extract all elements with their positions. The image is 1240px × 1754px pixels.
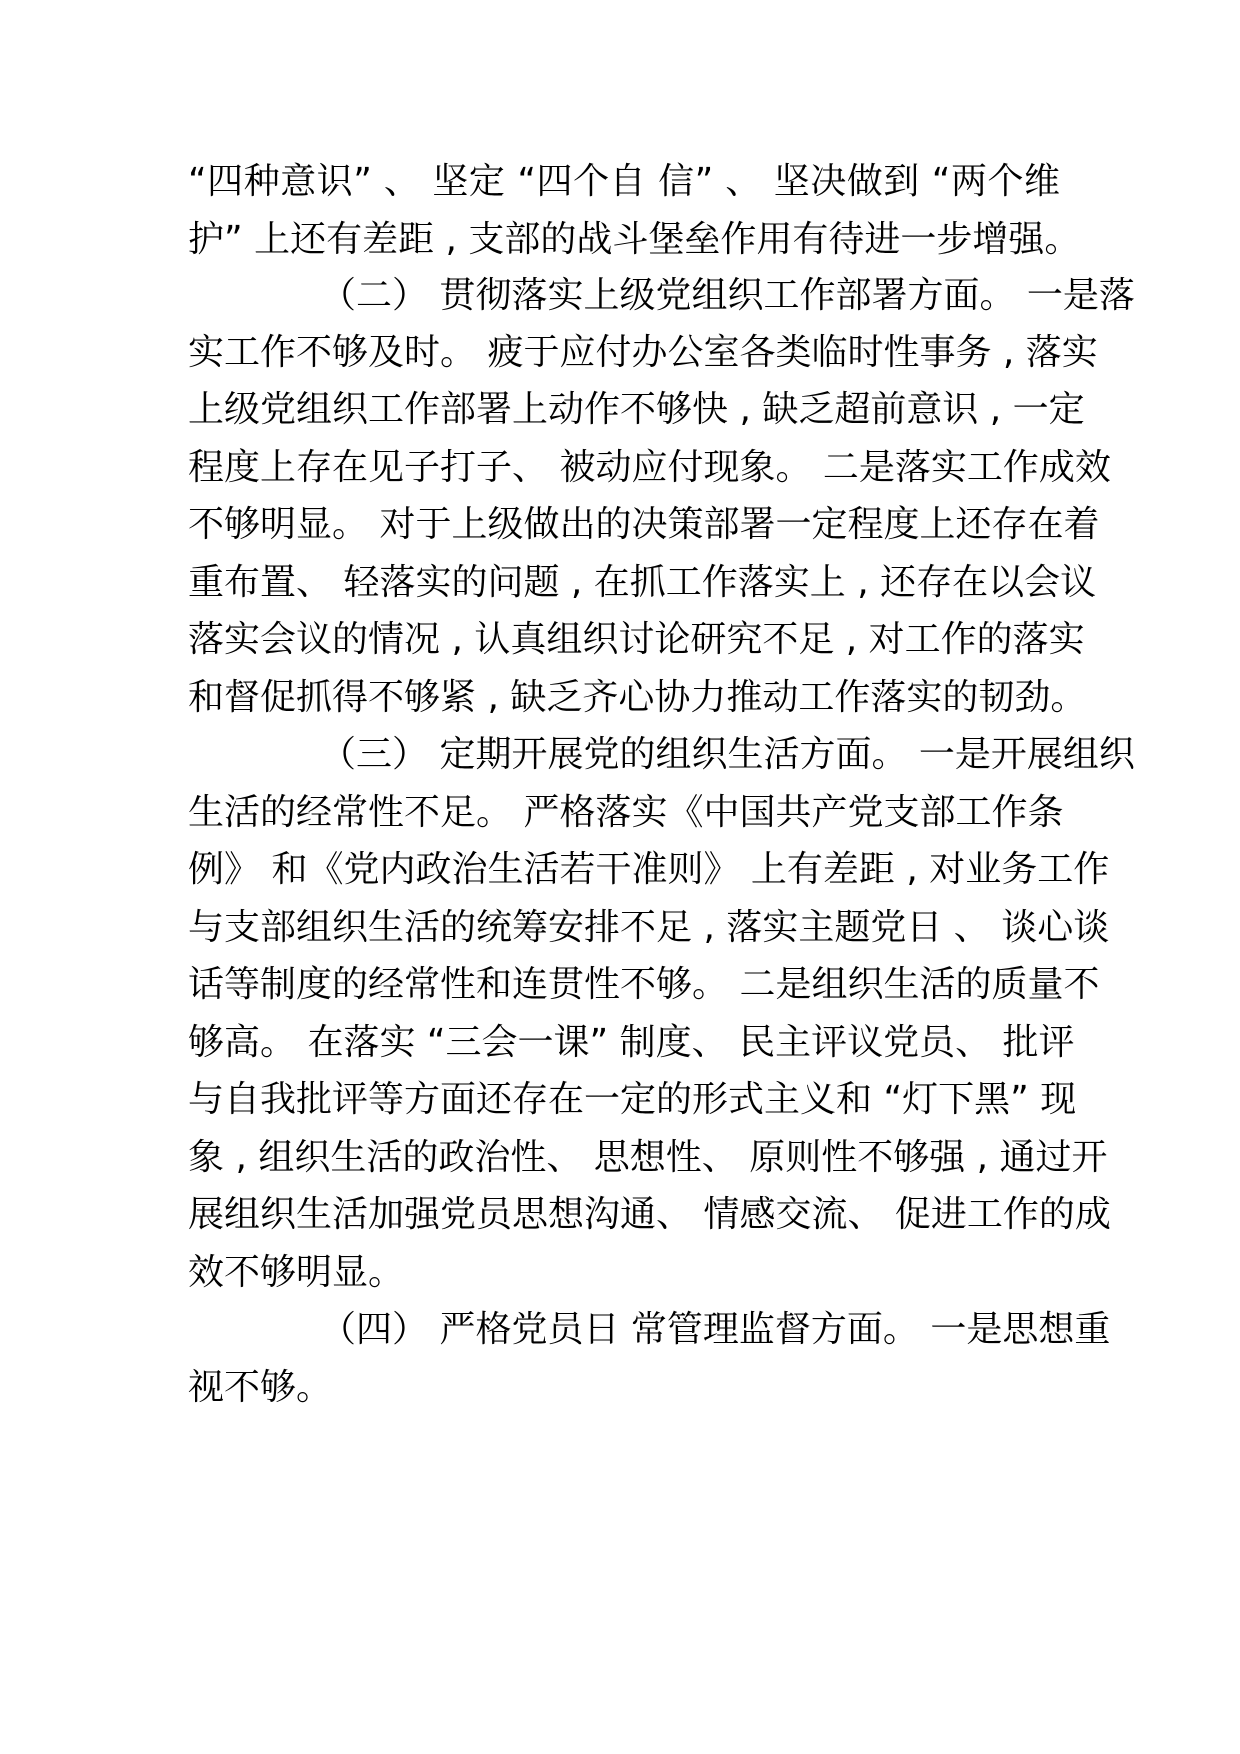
text-line-10: 和督促抓得不够紧 , 缺乏齐心协力推动工作落实的韧劲。 [188, 677, 1087, 718]
text-line-16: 够高。 在落实 “三会一课” 制度、 民主评议党员、 批评 [188, 1022, 1075, 1063]
text-line-7: 不够明显。 对于上级做出的决策部署一定程度上还存在着 [188, 504, 1100, 545]
text-line-20: 效不够明显。 [188, 1252, 405, 1293]
text-line-17: 与自我批评等方面还存在一定的形式主义和 “灯下黑” 现 [188, 1079, 1077, 1120]
text-line-2: 护” 上还有差距 , 支部的战斗堡垒作用有待进一步增强。 [188, 219, 1081, 260]
text-line-18: 象 , 组织生活的政治性、 思想性、 原则性不够强 , 通过开 [188, 1137, 1108, 1178]
text-line-6: 程度上存在见子打子、 被动应付现象。 二是落实工作成效 [188, 447, 1111, 488]
text-line-1: “四种意识” 、 坚定 “四个自 信” 、 坚决做到 “两个维 [188, 161, 1060, 202]
text-line-13: 例》 和《党内政治生活若干准则》 上有差距 , 对业务工作 [188, 849, 1110, 890]
paragraph-3-heading-line: （三） 定期开展党的组织生活方面。 一是开展组织 [320, 734, 1135, 775]
text-line-8: 重布置、 轻落实的问题 , 在抓工作落实上 , 还存在以会议 [188, 562, 1097, 603]
paragraph-4-heading-line: （四） 严格党员日 常管理监督方面。 一是思想重 [320, 1309, 1111, 1350]
paragraph-2-heading-line: （二） 贯彻落实上级党组织工作部署方面。 一是落 [320, 275, 1135, 316]
text-line-15: 话等制度的经常性和连贯性不够。 二是组织生活的质量不 [188, 964, 1100, 1005]
text-line-12: 生活的经常性不足。 严格落实《中国共产党支部工作条 [188, 792, 1064, 833]
text-line-5: 上级党组织工作部署上动作不够快 , 缺乏超前意识 , 一定 [188, 389, 1085, 430]
text-line-9: 落实会议的情况 , 认真组织讨论研究不足 , 对工作的落实 [188, 619, 1085, 660]
text-line-22: 视不够。 [188, 1367, 333, 1408]
text-line-4: 实工作不够及时。 疲于应付办公室各类临时性事务 , 落实 [188, 332, 1098, 373]
text-line-19: 展组织生活加强党员思想沟通、 情感交流、 促进工作的成 [188, 1194, 1111, 1235]
text-line-14: 与支部组织生活的统筹安排不足 , 落实主题党日 、 谈心谈 [188, 907, 1110, 948]
